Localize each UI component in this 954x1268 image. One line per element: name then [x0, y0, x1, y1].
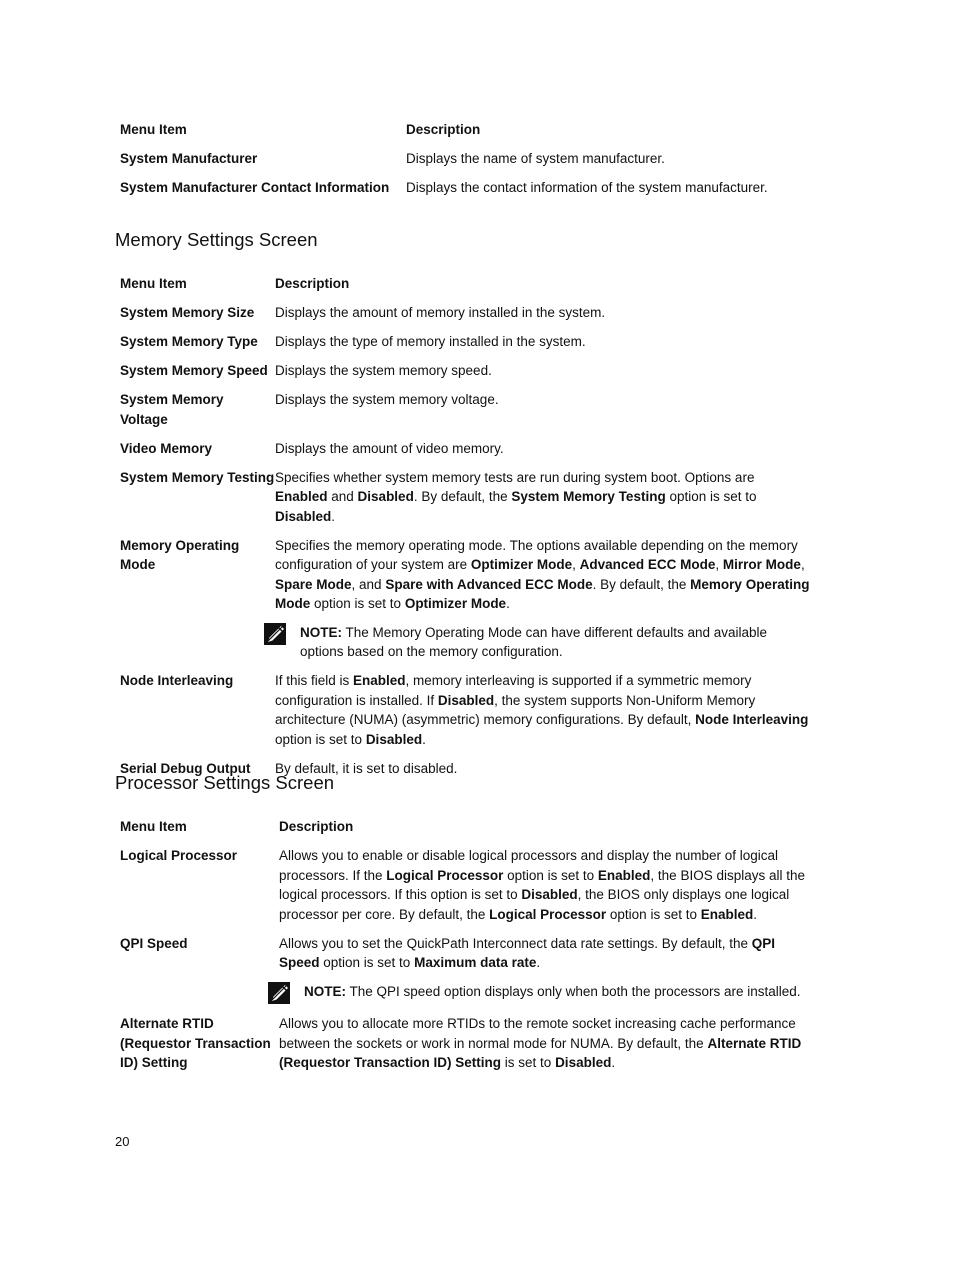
menu-item-label: System Memory Speed [120, 363, 268, 378]
note-pencil-icon [267, 981, 291, 1005]
table-row [120, 934, 810, 1015]
system-info-table [120, 120, 810, 207]
note-box [267, 982, 810, 1005]
menu-item-description: If this field is Enabled, memory interleaving is supported if a symmetric memory configuration is installed. If Disabled, the system supports Non-Uniform Memory architecture (NUMA) (asymmetric) memory configurations. By default, Node Interleaving option is set to Disabled. [275, 673, 809, 747]
processor-settings-table [120, 817, 810, 1082]
table-row [120, 1014, 810, 1082]
menu-item-label: Video Memory [120, 440, 213, 456]
emphasis-text: Logical Processor [489, 906, 607, 922]
menu-item-label: System Memory Size [120, 305, 255, 320]
emphasis-text: Disabled [357, 489, 414, 504]
menu-item-label: Logical Processor [120, 848, 238, 863]
menu-item-description: Displays the amount of video memory. [275, 440, 504, 456]
menu-item-description: Displays the system memory voltage. [275, 392, 499, 407]
menu-item-label: System Manufacturer Contact Information [120, 180, 390, 195]
menu-item-description: Specifies whether system memory tests are run during system boot. Options are Enabled and Disabled. By default, the System Memory Testing option is set to Disabled. [275, 469, 757, 524]
note-body: The QPI speed option displays only when both the processors are installed. [346, 983, 801, 999]
emphasis-text: Disabled [275, 508, 332, 524]
table-row [120, 149, 810, 178]
emphasis-text: Disabled [437, 692, 495, 708]
emphasis-text: Alternate RTID (Requestor Transaction ID) Setting [279, 1035, 802, 1070]
menu-item-label: Memory Operating Mode [120, 537, 240, 572]
note-text [304, 982, 801, 1002]
note-label: NOTE: [304, 983, 346, 999]
menu-item-label: Node Interleaving [120, 673, 234, 688]
table-row [120, 536, 810, 672]
emphasis-text: Enabled [597, 867, 651, 883]
column-header-description: Description [279, 819, 354, 834]
column-header-menu-item: Menu Item [120, 122, 187, 137]
note-pencil-icon [263, 622, 287, 646]
note-text [300, 623, 810, 662]
menu-item-label: QPI Speed [120, 935, 188, 951]
emphasis-text: Enabled [700, 906, 754, 922]
menu-item-label: Serial Debug Output [120, 760, 251, 776]
column-header-menu-item: Menu Item [120, 276, 187, 291]
menu-item-description: Allows you to enable or disable logical processors and display the number of logical processors. If the Logical Processor option is set to Enabled, the BIOS displays all the logical processors. If this option is set to Disabled, the BIOS only displays one logical processor per core. By default, the Logical Processor option is set to Enabled. [279, 848, 805, 922]
emphasis-text: Memory Operating Mode [275, 576, 810, 611]
menu-item-description: Displays the name of system manufacturer. [406, 151, 665, 166]
memory-settings-table [120, 274, 810, 788]
emphasis-text: Mirror Mode [722, 557, 801, 572]
menu-item-label: System Manufacturer [120, 151, 258, 166]
note-box [263, 623, 810, 662]
table-row [120, 671, 810, 759]
table-row [120, 303, 810, 332]
emphasis-text: Disabled [521, 887, 578, 902]
emphasis-text: Advanced ECC Mode [579, 557, 716, 572]
table-row [120, 178, 810, 207]
note-label: NOTE: [300, 624, 342, 640]
menu-item-description: Displays the system memory speed. [275, 363, 492, 378]
menu-item-description [279, 934, 810, 1015]
menu-item-description: Allows you to allocate more RTIDs to the remote socket increasing cache performance between the sockets or work in normal mode for NUMA. By default, the Alternate RTID (Requestor Transaction ID) Setting is set to Disabled. [279, 1016, 802, 1070]
section-heading-memory: Memory Settings Screen [115, 229, 318, 250]
menu-item-label: System Memory Testing [120, 469, 275, 485]
emphasis-text: Spare with Advanced ECC Mode [385, 576, 593, 592]
column-header-menu-item: Menu Item [120, 819, 187, 834]
column-header-description: Description [406, 122, 481, 137]
emphasis-text: Optimizer Mode [470, 557, 573, 572]
emphasis-text: Optimizer Mode [404, 596, 507, 611]
emphasis-text: Maximum data rate [414, 955, 537, 970]
emphasis-text: System Memory Testing [511, 489, 666, 504]
emphasis-text: Disabled [365, 731, 423, 747]
emphasis-text: Enabled [353, 673, 406, 688]
emphasis-text: Enabled [275, 489, 328, 504]
emphasis-text: Node Interleaving [695, 712, 809, 727]
table-row [120, 332, 810, 361]
table-header-row [120, 120, 810, 149]
menu-item-label: System Memory Type [120, 334, 258, 349]
table-row [120, 390, 810, 439]
page-number: 20 [115, 1134, 130, 1149]
menu-item-label: Alternate RTID (Requestor Transaction ID) Setting [120, 1016, 271, 1070]
table-header-row [120, 274, 810, 303]
emphasis-text: QPI Speed [279, 935, 776, 970]
menu-item-label: System Memory Voltage [120, 392, 224, 427]
menu-item-description: Displays the type of memory installed in the system. [275, 334, 586, 349]
menu-item-description: Displays the amount of memory installed in the system. [275, 305, 606, 320]
table-header-row [120, 817, 810, 846]
column-header-description: Description [275, 276, 350, 291]
table-row [120, 846, 810, 934]
table-row [120, 439, 810, 468]
menu-item-description: Displays the contact information of the system manufacturer. [406, 180, 768, 195]
table-row [120, 468, 810, 536]
menu-item-description: By default, it is set to disabled. [275, 760, 458, 776]
section-heading-processor: Processor Settings Screen [115, 772, 335, 793]
emphasis-text: Logical Processor [386, 867, 504, 883]
description-text: Allows you to set the QuickPath Interconnect data rate settings. By default, the QPI Speed option is set to Maximum data rate. [279, 935, 776, 970]
table-row [120, 361, 810, 390]
description-text: Specifies the memory operating mode. The options available depending on the memory configuration of your system are Optimizer Mode, Advanced ECC Mode, Mirror Mode, Spare Mode, and Spare with Advanced ECC Mode. By default, the Memory Operating Mode option is set to Optimizer Mode. [275, 537, 810, 611]
note-body: The Memory Operating Mode can have different defaults and available options based on the memory configuration. [300, 624, 768, 659]
emphasis-text: Spare Mode [275, 576, 352, 592]
emphasis-text: Disabled [555, 1055, 612, 1070]
menu-item-description [275, 536, 810, 672]
